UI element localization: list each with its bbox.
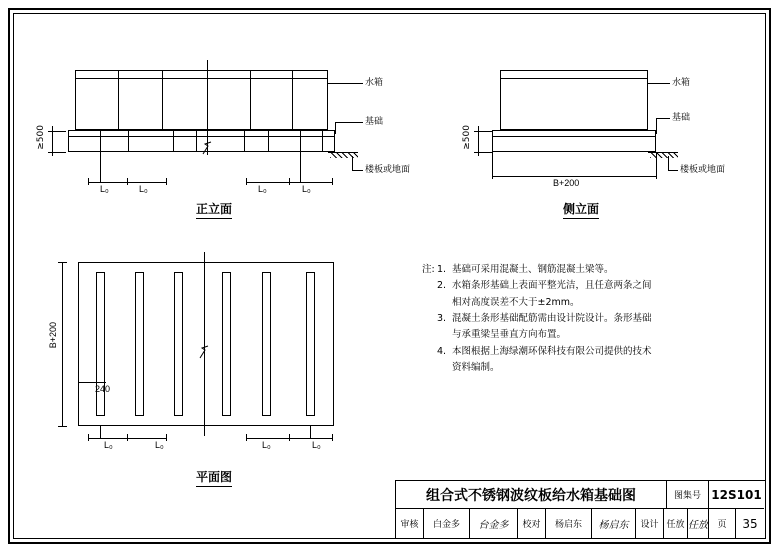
note-text: 与承重梁呈垂直方向布置。	[452, 329, 567, 341]
plan-dim-label-4: L₀	[312, 440, 321, 450]
note-number	[437, 360, 452, 376]
side-foundation-topline	[492, 136, 656, 137]
note-row	[422, 278, 742, 294]
front-view-title: 正立面	[196, 200, 232, 217]
side-tank-toprib	[500, 78, 648, 79]
plan-dim-label-3: L₀	[262, 440, 271, 450]
note-number: 3.	[437, 312, 447, 324]
front-tank-panel-joint	[250, 70, 251, 130]
note-text: 水箱条形基础上表面平整光洁，且任意两条之间	[452, 280, 652, 292]
front-dim-ext	[300, 152, 301, 182]
sig-role-check: 校对	[518, 509, 546, 538]
note-row	[422, 327, 742, 343]
front-dimtick	[246, 178, 247, 185]
front-pier-line	[173, 130, 174, 152]
note-number: 1.	[437, 264, 447, 275]
sig-name-design: 任放	[664, 509, 688, 538]
side-view-title: 侧立面	[563, 200, 599, 217]
plan-dimline-240	[78, 382, 106, 383]
plan-strip-footing	[174, 272, 183, 416]
atlas-number-value: 12S101	[709, 481, 764, 509]
front-label-slab: 楼板或地面	[365, 165, 411, 175]
front-dimtick	[289, 178, 290, 185]
sig-name-check: 杨启东	[546, 509, 592, 538]
side-leader-slab-v	[668, 156, 669, 170]
note-text: 混凝土条形基础配筋需由设计院设计。条形基础	[452, 312, 652, 324]
note-text: 资料编制。	[452, 361, 500, 373]
note-text: 基础可采用混凝土、钢筋混凝土梁等。	[452, 264, 614, 275]
side-foundation-slab	[492, 130, 656, 152]
break-symbol	[200, 140, 216, 156]
note-row	[422, 311, 742, 327]
side-label-foundation: 基础	[672, 113, 691, 123]
note-number: 4.	[437, 345, 447, 357]
page-number: 35	[742, 516, 758, 531]
note-text: 本图根据上海绿潮环保科技有限公司提供的技术	[452, 345, 652, 357]
front-pier-line	[100, 130, 101, 152]
front-foundation-topline	[68, 136, 335, 137]
side-dim-ext	[492, 152, 493, 176]
plan-dimtick	[127, 434, 128, 441]
drawing-title: 组合式不锈钢波纹板给水箱基础图	[396, 481, 667, 509]
plan-strip-footing	[262, 272, 271, 416]
front-leader-slab-v	[352, 156, 353, 170]
notes-block	[422, 262, 742, 376]
side-label-tank: 水箱	[672, 78, 691, 88]
plan-dimtick-top	[58, 262, 67, 263]
title-block	[395, 480, 766, 539]
side-dim-label-width: B+200	[553, 178, 580, 188]
plan-dimtick	[88, 434, 89, 441]
side-leader-slab	[668, 170, 678, 171]
front-tank-body	[75, 70, 328, 130]
front-dim-arrow-top	[48, 131, 66, 132]
plan-dimtick	[289, 434, 290, 441]
sig-role-review: 审核	[396, 509, 424, 538]
front-dim-label-2: L₀	[139, 184, 148, 194]
front-pier-line	[196, 130, 197, 152]
front-leader-tank	[328, 83, 363, 84]
side-height-label: ≥500	[462, 125, 472, 150]
plan-strip-width-label: 240	[95, 384, 111, 394]
plan-dimtick	[332, 434, 333, 441]
front-dim-arrow-bottom	[48, 152, 66, 153]
note-row	[422, 295, 742, 311]
side-dim-arrow-top	[474, 131, 492, 132]
sig-signature-review: 台金多	[470, 509, 518, 538]
plan-strip-footing	[135, 272, 144, 416]
sig-name-review: 白金多	[424, 509, 470, 538]
front-pier-line	[268, 130, 269, 152]
note-text: 相对高度误差不大于±2mm。	[452, 296, 580, 308]
note-number	[437, 327, 452, 343]
side-leader-tank	[648, 83, 670, 84]
front-ground-hatch	[330, 152, 358, 158]
side-leader-foundation-v	[656, 118, 657, 134]
note-row	[422, 360, 742, 376]
plan-dimline-vertical	[62, 262, 63, 426]
front-dimtick	[127, 178, 128, 185]
plan-view-title: 平面图	[196, 468, 232, 485]
page-label: 页	[709, 509, 736, 538]
front-dimtick	[166, 178, 167, 185]
front-leader-foundation-v	[335, 122, 336, 134]
plan-dim-ext	[100, 426, 101, 438]
front-tank-panel-joint	[162, 70, 163, 130]
side-leader-foundation	[656, 118, 670, 119]
front-dim-label-1: L₀	[100, 184, 109, 194]
front-leader-foundation	[335, 122, 363, 123]
front-dim-ext	[100, 152, 101, 182]
side-ground-hatch	[650, 152, 678, 158]
plan-break-symbol	[197, 344, 213, 360]
note-number: 2.	[437, 280, 447, 292]
front-label-tank: 水箱	[365, 78, 384, 88]
side-tank-body	[500, 70, 648, 130]
plan-dim-label-2: L₀	[155, 440, 164, 450]
side-dim-ext	[656, 152, 657, 176]
notes-heading: 注:	[422, 264, 435, 275]
plan-dimtick	[166, 434, 167, 441]
front-leader-slab	[352, 170, 363, 171]
front-pier-line	[244, 130, 245, 152]
plan-strip-footing	[306, 272, 315, 416]
plan-depth-label: B+200	[48, 322, 58, 349]
sig-role-design: 设计	[636, 509, 664, 538]
front-tank-panel-joint	[292, 70, 293, 130]
sig-signature-design: 任放	[688, 509, 709, 538]
notes-heading-row	[422, 262, 742, 278]
side-dim-arrow-bottom	[474, 152, 492, 153]
plan-dimtick-bottom	[58, 426, 67, 427]
front-pier-line	[300, 130, 301, 152]
front-tank-panel-joint	[118, 70, 119, 130]
sig-signature-check: 杨启东	[592, 509, 636, 538]
side-label-slab: 楼板或地面	[680, 165, 726, 175]
front-dimtick	[88, 178, 89, 185]
front-dim-label-3: L₀	[258, 184, 267, 194]
plan-dim-label-1: L₀	[104, 440, 113, 450]
side-dimline	[492, 176, 656, 177]
front-pier-line	[322, 130, 323, 152]
front-pier-line	[128, 130, 129, 152]
front-height-label: ≥500	[36, 125, 46, 150]
atlas-number-label: 图集号	[667, 481, 709, 509]
front-label-foundation: 基础	[365, 117, 384, 127]
front-tank-toprib	[75, 78, 328, 79]
front-dimtick	[332, 178, 333, 185]
plan-strip-footing	[222, 272, 231, 416]
note-row	[422, 344, 742, 360]
plan-dimtick	[246, 434, 247, 441]
plan-dim-ext	[310, 426, 311, 438]
note-number	[437, 295, 452, 311]
front-dim-label-4: L₀	[302, 184, 311, 194]
